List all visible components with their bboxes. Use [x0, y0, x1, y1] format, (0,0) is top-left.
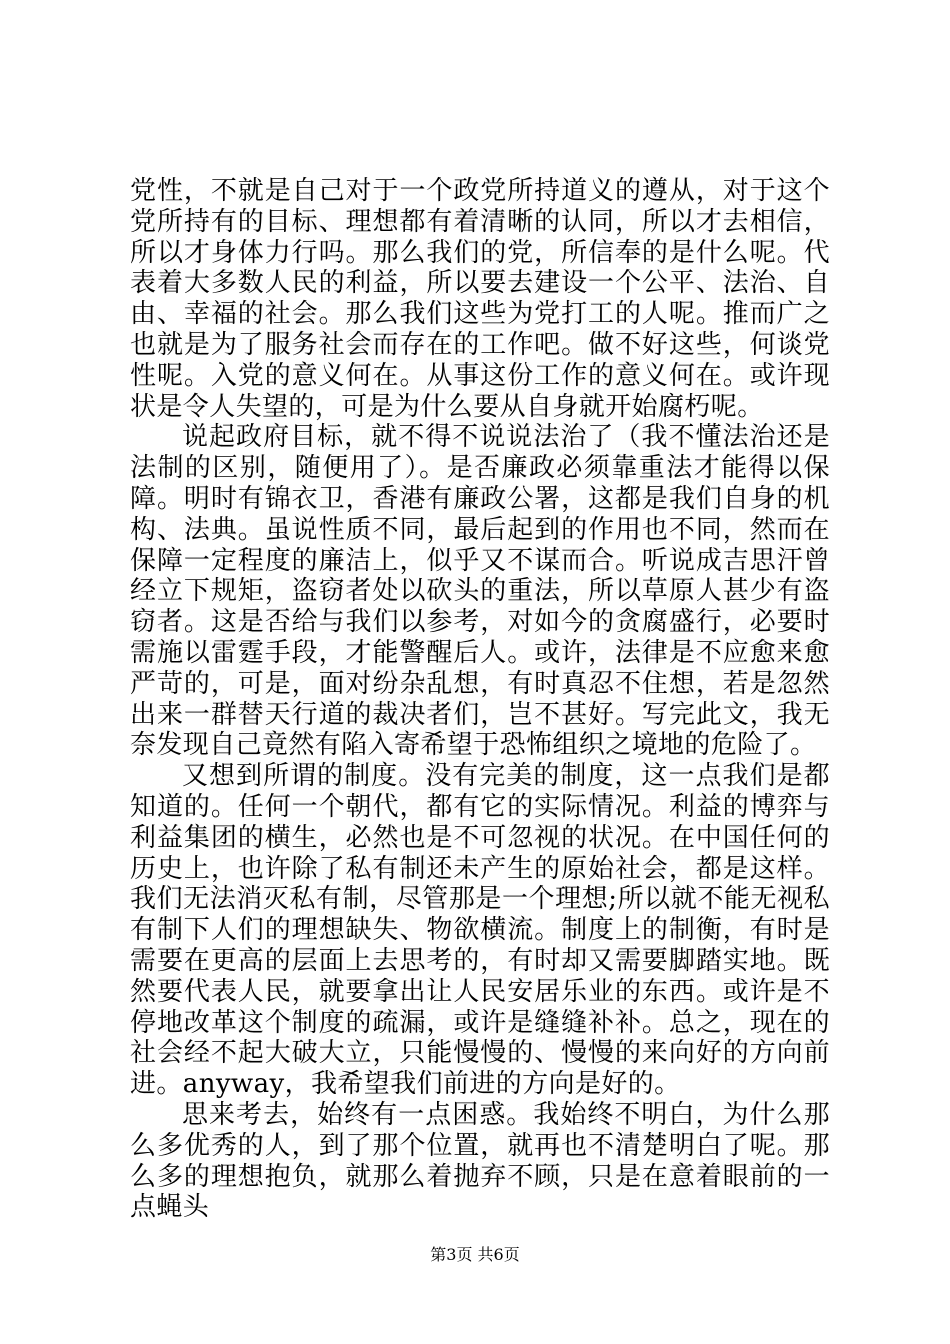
paragraph-2: 说起政府目标，就不得不说说法治了（我不懂法治还是法制的区别，随便用了）。是否廉政必须靠重法才能得以保障。明时有锦衣卫，香港有廉政公署，这都是我们自身的机构、法典。虽说性质不同，最后起到的作用也不同，然而在保障一定程度的廉洁上，似乎又不谋而合。听说成吉思汗曾经立下规矩，盗窃者处以砍头的重法，所以草原人甚少有盗窃者。这是否给与我们以参考，对如今的贪腐盛行，必要时需施以雷霆手段，才能警醒后人。或许，法律是不应愈来愈严苛的，可是，面对纷杂乱想，有时真忍不住想，若是忽然出来一群替天行道的裁决者们，岂不甚好。写完此文，我无奈发现自己竟然有陷入寄希望于恐怖组织之境地的危险了。: [130, 422, 830, 761]
document-body: [130, 176, 830, 1223]
page-number-footer: 第3页 共6页: [430, 1245, 520, 1264]
paragraph-4: 思来考去，始终有一点困惑。我始终不明白，为什么那么多优秀的人，到了那个位置，就再也不清楚明白了呢。那么多的理想抱负，就那么着抛弃不顾，只是在意着眼前的一点蝇头: [130, 1099, 830, 1223]
paragraph-1: 党性，不就是自己对于一个政党所持道义的遵从，对于这个党所持有的目标、理想都有着清晰的认同，所以才去相信，所以才身体力行吗。那么我们的党，所信奉的是什么呢。代表着大多数人民的利益，所以要去建设一个公平、法治、自由、幸福的社会。那么我们这些为党打工的人呢。推而广之也就是为了服务社会而存在的工作吧。做不好这些，何谈党性呢。入党的意义何在。从事这份工作的意义何在。或许现状是令人失望的，可是为什么要从自身就开始腐朽呢。: [130, 176, 830, 422]
paragraph-3: 又想到所谓的制度。没有完美的制度，这一点我们是都知道的。任何一个朝代，都有它的实际情况。利益的博弈与利益集团的横生，必然也是不可忽视的状况。在中国任何的历史上，也许除了私有制还未产生的原始社会，都是这样。我们无法消灭私有制，尽管那是一个理想;所以就不能无视私有制下人们的理想缺失、物欲横流。制度上的制衡，有时是需要在更高的层面上去思考的，有时却又需要脚踏实地。既然要代表人民，就要拿出让人民安居乐业的东西。或许是不停地改革这个制度的疏漏，或许是缝缝补补。总之，现在的社会经不起大破大立，只能慢慢的、慢慢的来向好的方向前进。anyway，我希望我们前进的方向是好的。: [130, 761, 830, 1100]
